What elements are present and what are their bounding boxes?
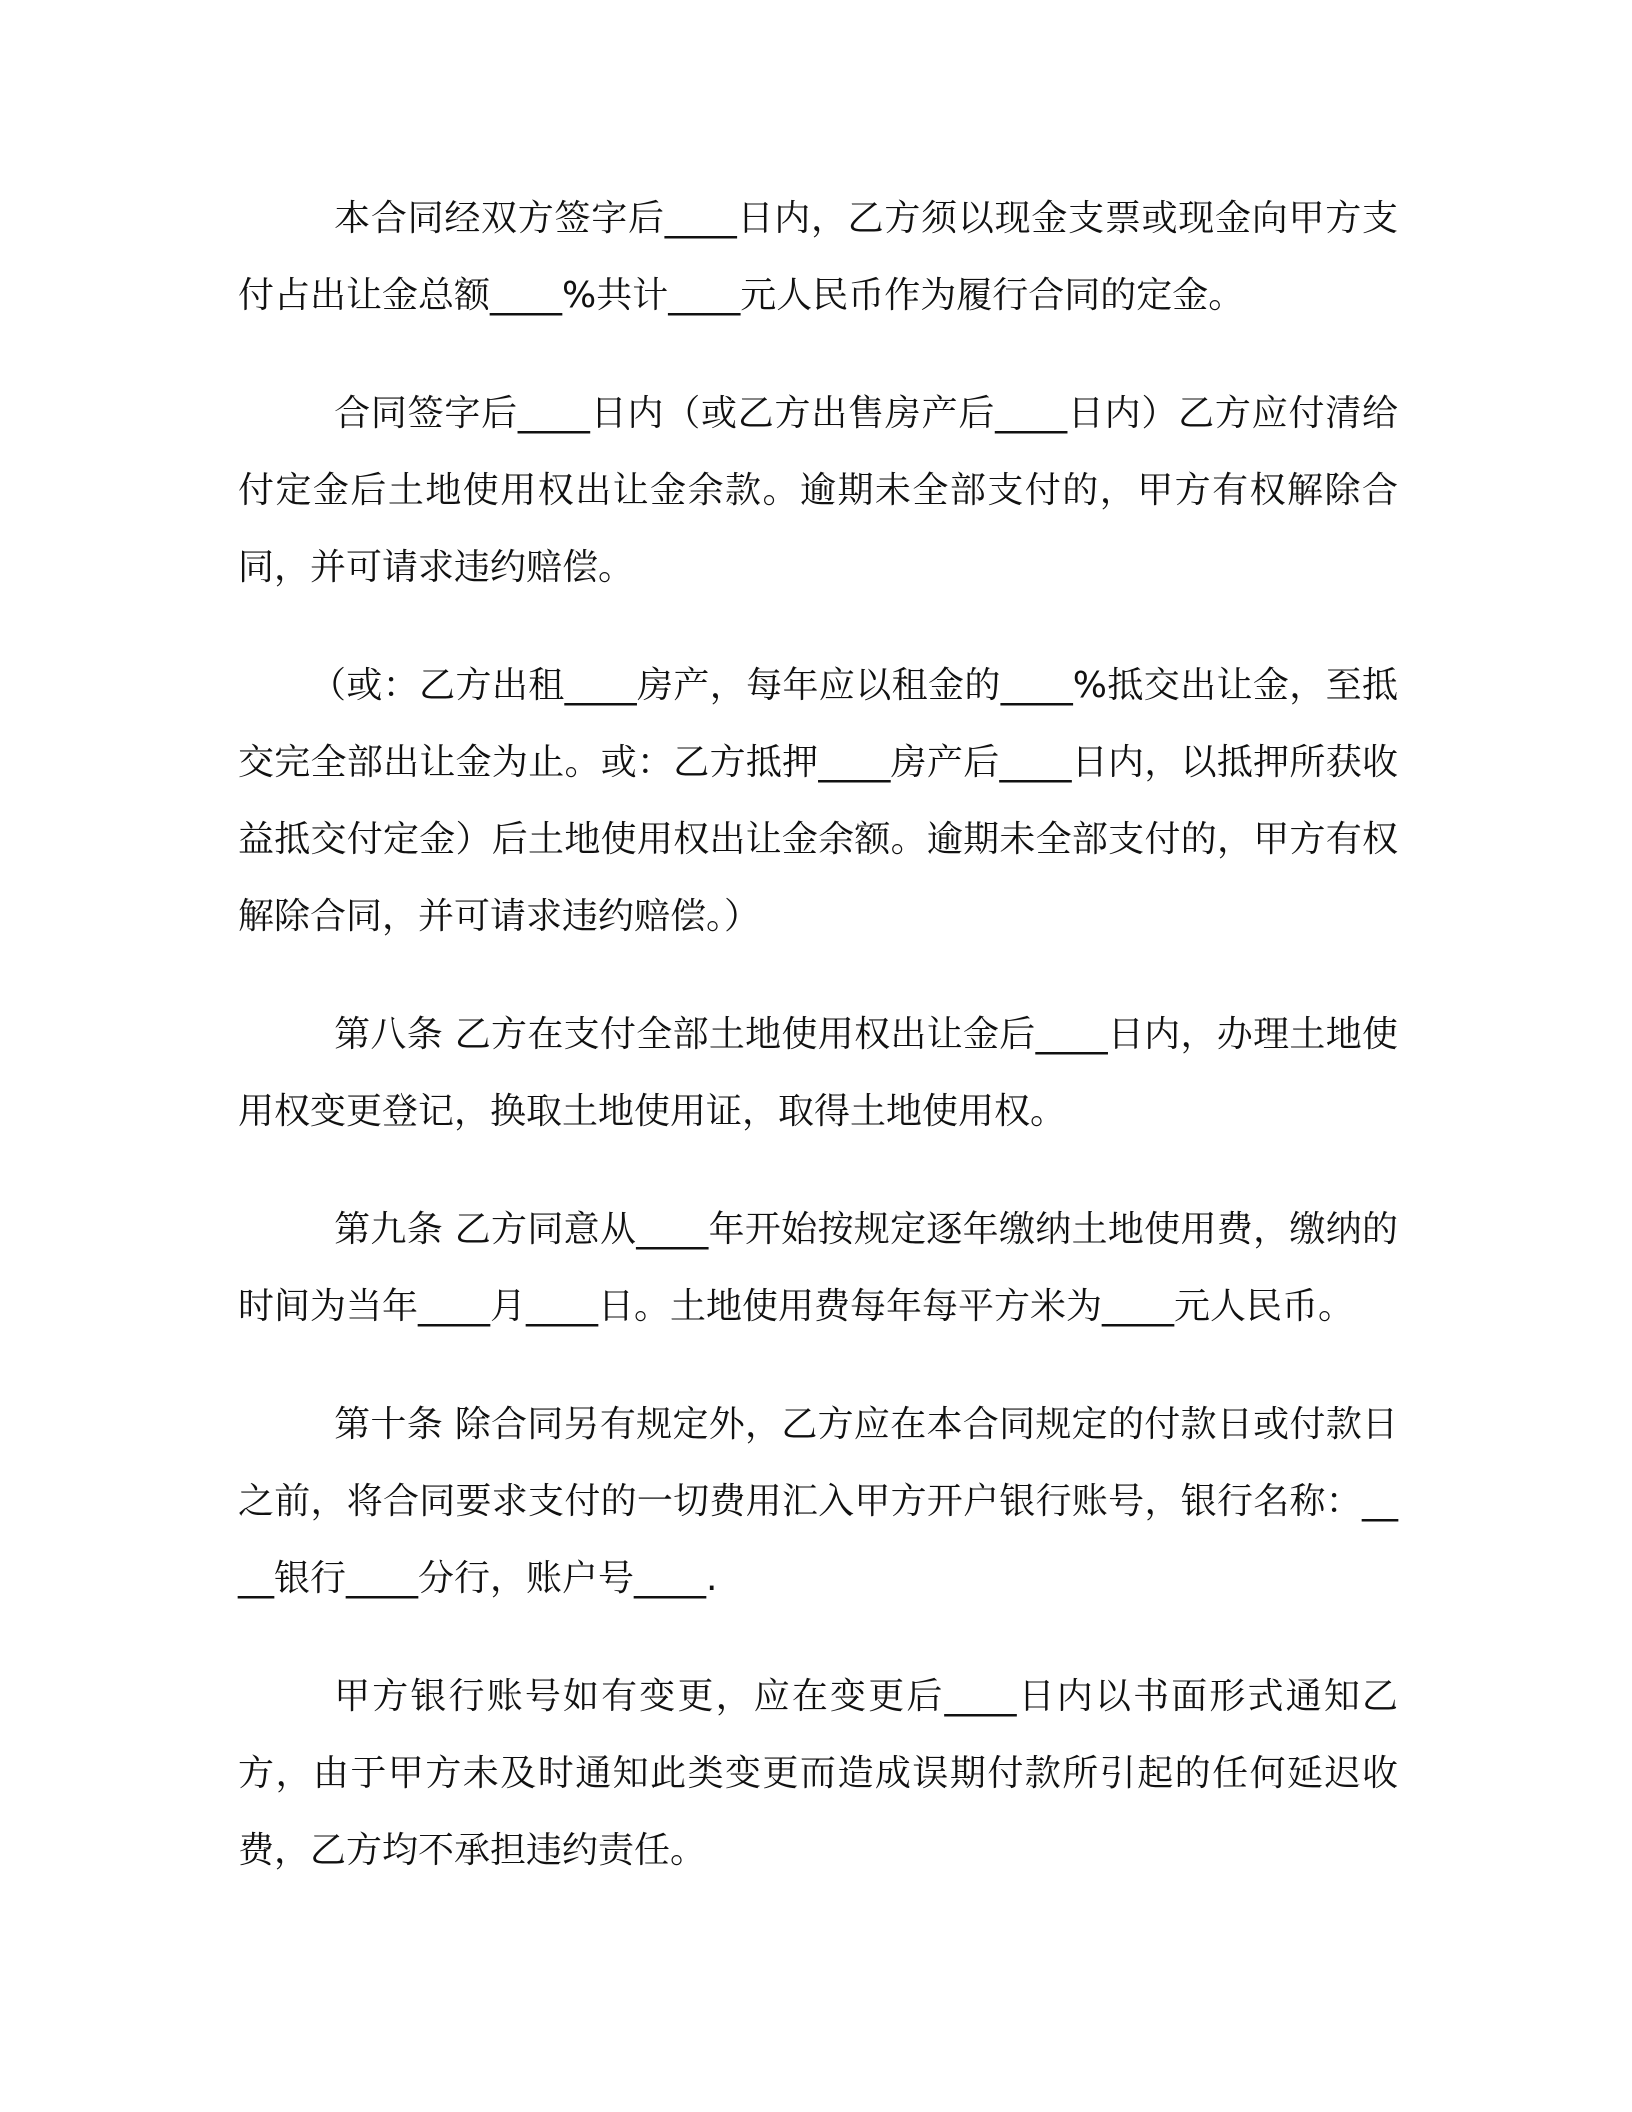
- paragraph-article-10: 第十条 除合同另有规定外，乙方应在本合同规定的付款日或付款日之前，将合同要求支付的一切费用汇入甲方开户银行账号，银行名称：____银行____分行，账户号____.: [238, 1404, 1398, 1599]
- document-page: [238, 180, 1398, 1930]
- paragraph-article-8: 第八条 乙方在支付全部土地使用权出让金后____日内，办理土地使用权变更登记，换取土地使用证，取得土地使用权。: [238, 1014, 1398, 1132]
- paragraph-alternative-payment: （或：乙方出租____房产，每年应以租金的____%抵交出让金，至抵交完全部出让金为止。或：乙方抵押____房产后____日内，以抵押所获收益抵交付定金）后土地使用权出让金余额。逾期未全部支付的，甲方有权解除合同，并可请求违约赔偿。）: [238, 665, 1398, 937]
- paragraph-balance-payment: 合同签字后____日内（或乙方出售房产后____日内）乙方应付清给付定金后土地使用权出让金余款。逾期未全部支付的，甲方有权解除合同，并可请求违约赔偿。: [238, 393, 1398, 588]
- paragraph-account-change: 甲方银行账号如有变更，应在变更后____日内以书面形式通知乙方，由于甲方未及时通知此类变更而造成误期付款所引起的任何延迟收费，乙方均不承担违约责任。: [238, 1676, 1398, 1871]
- paragraph-article-9: 第九条 乙方同意从____年开始按规定逐年缴纳土地使用费，缴纳的时间为当年____月____日。土地使用费每年每平方米为____元人民币。: [238, 1209, 1398, 1327]
- paragraph-deposit-payment: 本合同经双方签字后____日内，乙方须以现金支票或现金向甲方支付占出让金总额____%共计____元人民币作为履行合同的定金。: [238, 198, 1398, 316]
